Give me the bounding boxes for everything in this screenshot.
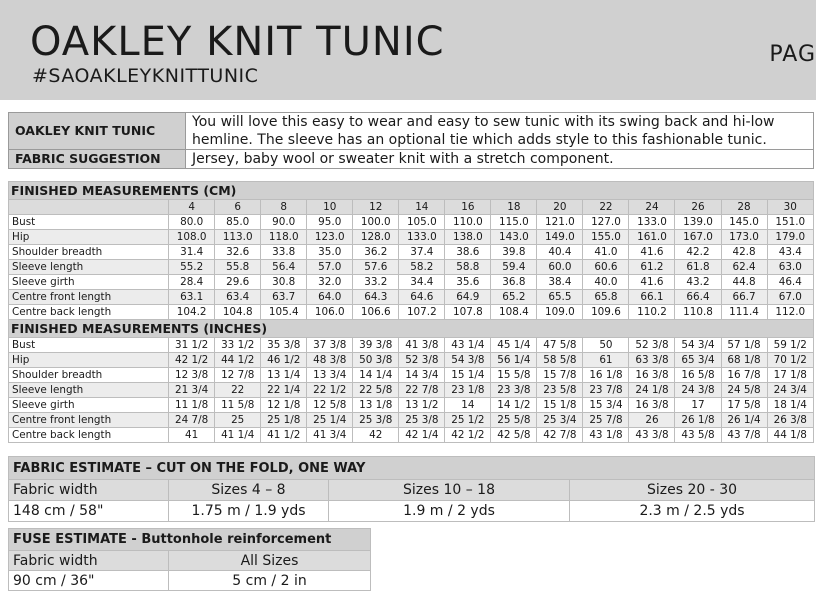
measurement-value: 42 7/8 xyxy=(537,428,583,443)
table-row xyxy=(9,230,814,245)
measurement-value: 43 1/4 xyxy=(445,338,491,353)
measurement-value: 17 5/8 xyxy=(721,398,767,413)
measurement-value: 90.0 xyxy=(261,215,307,230)
measurement-value: 12 1/8 xyxy=(261,398,307,413)
measurement-value: 65.8 xyxy=(583,290,629,305)
fuse-width-value: 90 cm / 36" xyxy=(9,571,169,591)
table-row xyxy=(9,215,814,230)
measurement-value: 23 1/8 xyxy=(445,383,491,398)
size-group: Sizes 20 - 30 xyxy=(570,480,815,501)
measurement-value: 14 1/2 xyxy=(491,398,537,413)
measurement-value: 106.6 xyxy=(353,305,399,320)
measurement-value: 24 3/8 xyxy=(675,383,721,398)
fabric-estimate-title: FABRIC ESTIMATE – CUT ON THE FOLD, ONE WAY xyxy=(9,457,815,480)
measurement-value: 39 3/8 xyxy=(353,338,399,353)
measurement-value: 107.8 xyxy=(445,305,491,320)
measurement-value: 56 1/4 xyxy=(491,353,537,368)
measurement-value: 123.0 xyxy=(307,230,353,245)
measurement-value: 44.8 xyxy=(721,275,767,290)
page-label: PAG xyxy=(769,42,816,67)
measurement-value: 17 1/8 xyxy=(767,368,813,383)
inches-section-header xyxy=(9,320,814,338)
measurement-value: 13 1/8 xyxy=(353,398,399,413)
measurement-value: 57.6 xyxy=(353,260,399,275)
size-group: Sizes 4 – 8 xyxy=(169,480,329,501)
fabric-width-value: 148 cm / 58" xyxy=(9,501,169,522)
fabric-estimate-values-row xyxy=(9,501,815,522)
table-row xyxy=(9,383,814,398)
fuse-size-group: All Sizes xyxy=(169,551,371,571)
measurement-value: 104.2 xyxy=(169,305,215,320)
measurement-label: Centre back length xyxy=(9,305,169,320)
size-label: 4 xyxy=(169,200,215,215)
measurement-value: 41.0 xyxy=(583,245,629,260)
fuse-estimate-group-row xyxy=(9,551,371,571)
measurement-value: 17 xyxy=(675,398,721,413)
measurement-value: 52 3/8 xyxy=(399,353,445,368)
size-label: 14 xyxy=(399,200,445,215)
measurement-value: 16 7/8 xyxy=(721,368,767,383)
table-row xyxy=(9,428,814,443)
measurement-value: 25 1/2 xyxy=(445,413,491,428)
measurement-value: 121.0 xyxy=(537,215,583,230)
cm-section-header-title: FINISHED MEASUREMENTS (CM) xyxy=(9,182,814,200)
size-header-row xyxy=(9,200,814,215)
measurement-value: 25 3/8 xyxy=(399,413,445,428)
measurement-value: 167.0 xyxy=(675,230,721,245)
measurement-value: 15 5/8 xyxy=(491,368,537,383)
measurement-value: 11 1/8 xyxy=(169,398,215,413)
measurement-value: 54 3/4 xyxy=(675,338,721,353)
measurement-value: 128.0 xyxy=(353,230,399,245)
measurement-value: 16 1/8 xyxy=(583,368,629,383)
measurement-value: 25 1/4 xyxy=(307,413,353,428)
measurement-value: 18 1/4 xyxy=(767,398,813,413)
size-label: 10 xyxy=(307,200,353,215)
measurement-value: 63.0 xyxy=(767,260,813,275)
measurement-value: 108.4 xyxy=(491,305,537,320)
measurement-value: 24 3/4 xyxy=(767,383,813,398)
size-label: 12 xyxy=(353,200,399,215)
measurement-value: 24 5/8 xyxy=(721,383,767,398)
measurement-value: 36.8 xyxy=(491,275,537,290)
fuse-width-label: Fabric width xyxy=(9,551,169,571)
measurement-value: 11 5/8 xyxy=(215,398,261,413)
measurement-value: 107.2 xyxy=(399,305,445,320)
page-header xyxy=(0,0,816,100)
table-row xyxy=(9,413,814,428)
measurement-label: Sleeve girth xyxy=(9,398,169,413)
measurement-value: 63.4 xyxy=(215,290,261,305)
measurement-value: 42 5/8 xyxy=(491,428,537,443)
measurement-value: 149.0 xyxy=(537,230,583,245)
size-label: 26 xyxy=(675,200,721,215)
measurement-value: 105.0 xyxy=(399,215,445,230)
measurement-value: 14 1/4 xyxy=(353,368,399,383)
size-label: 22 xyxy=(583,200,629,215)
page-title: OAKLEY KNIT TUNIC xyxy=(30,19,445,65)
fabric-amount: 2.3 m / 2.5 yds xyxy=(570,501,815,522)
measurement-value: 105.4 xyxy=(261,305,307,320)
size-label: 20 xyxy=(537,200,583,215)
measurement-value: 46.4 xyxy=(767,275,813,290)
measurement-value: 100.0 xyxy=(353,215,399,230)
table-row xyxy=(9,368,814,383)
measurement-value: 42 1/4 xyxy=(399,428,445,443)
measurement-value: 32.6 xyxy=(215,245,261,260)
size-label: 6 xyxy=(215,200,261,215)
measurement-value: 155.0 xyxy=(583,230,629,245)
table-row xyxy=(9,290,814,305)
measurement-value: 61.2 xyxy=(629,260,675,275)
measurement-value: 22 xyxy=(215,383,261,398)
measurement-label: Shoulder breadth xyxy=(9,245,169,260)
fuse-amount: 5 cm / 2 in xyxy=(169,571,371,591)
measurement-value: 25 1/8 xyxy=(261,413,307,428)
size-group: Sizes 10 – 18 xyxy=(329,480,570,501)
measurement-value: 25 3/8 xyxy=(353,413,399,428)
measurement-value: 63.1 xyxy=(169,290,215,305)
size-header-blank xyxy=(9,200,169,215)
measurement-value: 34.4 xyxy=(399,275,445,290)
measurement-value: 139.0 xyxy=(675,215,721,230)
measurement-value: 25 xyxy=(215,413,261,428)
measurement-label: Bust xyxy=(9,338,169,353)
size-label: 18 xyxy=(491,200,537,215)
measurement-value: 35.0 xyxy=(307,245,353,260)
measurement-value: 106.0 xyxy=(307,305,353,320)
measurement-value: 127.0 xyxy=(583,215,629,230)
measurement-label: Centre back length xyxy=(9,428,169,443)
measurement-value: 133.0 xyxy=(399,230,445,245)
measurement-value: 13 3/4 xyxy=(307,368,353,383)
finished-measurements-table xyxy=(8,181,814,443)
measurement-value: 13 1/4 xyxy=(261,368,307,383)
description-row xyxy=(9,113,814,150)
measurement-value: 151.0 xyxy=(767,215,813,230)
measurement-value: 64.9 xyxy=(445,290,491,305)
hashtag: #SAOAKLEYKNITTUNIC xyxy=(32,65,259,87)
measurement-label: Centre front length xyxy=(9,290,169,305)
measurement-value: 46 1/2 xyxy=(261,353,307,368)
measurement-value: 110.8 xyxy=(675,305,721,320)
measurement-value: 54 3/8 xyxy=(445,353,491,368)
measurement-value: 111.4 xyxy=(721,305,767,320)
measurement-value: 33.8 xyxy=(261,245,307,260)
measurement-value: 41 xyxy=(169,428,215,443)
measurement-value: 35 3/8 xyxy=(261,338,307,353)
measurement-value: 23 5/8 xyxy=(537,383,583,398)
fabric-suggestion-row xyxy=(9,150,814,169)
measurement-value: 22 1/4 xyxy=(261,383,307,398)
measurement-value: 145.0 xyxy=(721,215,767,230)
measurement-value: 143.0 xyxy=(491,230,537,245)
size-label: 8 xyxy=(261,200,307,215)
measurement-value: 16 3/8 xyxy=(629,368,675,383)
measurement-value: 64.3 xyxy=(353,290,399,305)
measurement-value: 14 xyxy=(445,398,491,413)
measurement-value: 41 3/4 xyxy=(307,428,353,443)
measurement-value: 25 3/4 xyxy=(537,413,583,428)
measurement-value: 24 7/8 xyxy=(169,413,215,428)
cm-section-header xyxy=(9,182,814,200)
table-row xyxy=(9,353,814,368)
fabric-estimate-table xyxy=(8,456,815,522)
measurement-value: 26 1/4 xyxy=(721,413,767,428)
fabric-estimate-groups-row xyxy=(9,480,815,501)
measurement-value: 38.4 xyxy=(537,275,583,290)
measurement-value: 47 5/8 xyxy=(537,338,583,353)
measurement-value: 55.8 xyxy=(215,260,261,275)
measurement-value: 61.8 xyxy=(675,260,721,275)
measurement-value: 58.8 xyxy=(445,260,491,275)
description-label: OAKLEY KNIT TUNIC xyxy=(9,113,186,150)
measurement-value: 61 xyxy=(583,353,629,368)
measurement-value: 42 1/2 xyxy=(445,428,491,443)
measurement-value: 22 1/2 xyxy=(307,383,353,398)
measurement-value: 64.6 xyxy=(399,290,445,305)
measurement-label: Sleeve length xyxy=(9,383,169,398)
measurement-value: 57 1/8 xyxy=(721,338,767,353)
measurement-value: 15 1/4 xyxy=(445,368,491,383)
measurement-value: 50 3/8 xyxy=(353,353,399,368)
measurement-value: 32.0 xyxy=(307,275,353,290)
measurement-value: 133.0 xyxy=(629,215,675,230)
fuse-estimate-title: FUSE ESTIMATE - Buttonhole reinforcement xyxy=(9,529,371,551)
measurement-label: Sleeve length xyxy=(9,260,169,275)
measurement-value: 70 1/2 xyxy=(767,353,813,368)
measurement-value: 60.0 xyxy=(537,260,583,275)
measurement-value: 31 1/2 xyxy=(169,338,215,353)
measurement-value: 42 xyxy=(353,428,399,443)
measurement-label: Hip xyxy=(9,353,169,368)
measurement-value: 29.6 xyxy=(215,275,261,290)
measurement-value: 64.0 xyxy=(307,290,353,305)
fuse-estimate-table xyxy=(8,528,371,591)
fuse-estimate-value-row xyxy=(9,571,371,591)
measurement-value: 44 1/2 xyxy=(215,353,261,368)
measurement-value: 41 1/4 xyxy=(215,428,261,443)
measurement-value: 109.6 xyxy=(583,305,629,320)
measurement-value: 40.4 xyxy=(537,245,583,260)
measurement-value: 118.0 xyxy=(261,230,307,245)
measurement-value: 16 3/8 xyxy=(629,398,675,413)
measurement-value: 42.2 xyxy=(675,245,721,260)
measurement-value: 57.0 xyxy=(307,260,353,275)
measurement-value: 112.0 xyxy=(767,305,813,320)
measurement-value: 63 3/8 xyxy=(629,353,675,368)
fabric-estimate-header xyxy=(9,457,815,480)
measurement-value: 38.6 xyxy=(445,245,491,260)
measurement-value: 44 1/8 xyxy=(767,428,813,443)
measurement-value: 173.0 xyxy=(721,230,767,245)
measurement-value: 25 7/8 xyxy=(583,413,629,428)
measurement-value: 43.4 xyxy=(767,245,813,260)
measurement-value: 58.2 xyxy=(399,260,445,275)
measurement-value: 40.0 xyxy=(583,275,629,290)
measurement-value: 26 3/8 xyxy=(767,413,813,428)
measurement-value: 35.6 xyxy=(445,275,491,290)
measurement-value: 65.5 xyxy=(537,290,583,305)
measurement-value: 21 3/4 xyxy=(169,383,215,398)
measurement-value: 52 3/8 xyxy=(629,338,675,353)
measurement-value: 85.0 xyxy=(215,215,261,230)
table-row xyxy=(9,338,814,353)
measurement-value: 15 7/8 xyxy=(537,368,583,383)
measurement-value: 59 1/2 xyxy=(767,338,813,353)
table-row xyxy=(9,275,814,290)
measurement-label: Sleeve girth xyxy=(9,275,169,290)
size-label: 16 xyxy=(445,200,491,215)
measurement-value: 48 3/8 xyxy=(307,353,353,368)
measurement-value: 22 5/8 xyxy=(353,383,399,398)
fabric-width-label: Fabric width xyxy=(9,480,169,501)
measurement-value: 12 7/8 xyxy=(215,368,261,383)
measurement-value: 110.0 xyxy=(445,215,491,230)
measurement-value: 45 1/4 xyxy=(491,338,537,353)
measurement-value: 25 5/8 xyxy=(491,413,537,428)
measurement-value: 42.8 xyxy=(721,245,767,260)
measurement-value: 104.8 xyxy=(215,305,261,320)
measurement-label: Shoulder breadth xyxy=(9,368,169,383)
measurement-value: 41.6 xyxy=(629,275,675,290)
measurement-value: 65 3/4 xyxy=(675,353,721,368)
measurement-value: 43 5/8 xyxy=(675,428,721,443)
measurement-value: 66.1 xyxy=(629,290,675,305)
measurement-value: 60.6 xyxy=(583,260,629,275)
measurement-value: 109.0 xyxy=(537,305,583,320)
measurement-value: 37.4 xyxy=(399,245,445,260)
measurement-value: 50 xyxy=(583,338,629,353)
measurement-value: 58 5/8 xyxy=(537,353,583,368)
measurement-value: 65.2 xyxy=(491,290,537,305)
measurement-value: 12 3/8 xyxy=(169,368,215,383)
measurement-value: 59.4 xyxy=(491,260,537,275)
measurement-value: 33 1/2 xyxy=(215,338,261,353)
measurement-value: 55.2 xyxy=(169,260,215,275)
measurement-value: 16 5/8 xyxy=(675,368,721,383)
measurement-value: 42 1/2 xyxy=(169,353,215,368)
measurement-value: 41.6 xyxy=(629,245,675,260)
measurement-value: 161.0 xyxy=(629,230,675,245)
measurement-value: 37 3/8 xyxy=(307,338,353,353)
measurement-value: 66.4 xyxy=(675,290,721,305)
measurement-value: 33.2 xyxy=(353,275,399,290)
measurement-value: 31.4 xyxy=(169,245,215,260)
measurement-value: 179.0 xyxy=(767,230,813,245)
fabric-amount: 1.9 m / 2 yds xyxy=(329,501,570,522)
measurement-value: 63.7 xyxy=(261,290,307,305)
size-label: 24 xyxy=(629,200,675,215)
measurement-value: 39.8 xyxy=(491,245,537,260)
measurement-value: 28.4 xyxy=(169,275,215,290)
fabric-amount: 1.75 m / 1.9 yds xyxy=(169,501,329,522)
measurement-value: 15 3/4 xyxy=(583,398,629,413)
measurement-value: 113.0 xyxy=(215,230,261,245)
measurement-value: 66.7 xyxy=(721,290,767,305)
measurement-value: 41 1/2 xyxy=(261,428,307,443)
measurement-value: 13 1/2 xyxy=(399,398,445,413)
measurement-value: 41 3/8 xyxy=(399,338,445,353)
measurement-value: 43 1/8 xyxy=(583,428,629,443)
measurement-label: Bust xyxy=(9,215,169,230)
measurement-value: 36.2 xyxy=(353,245,399,260)
measurement-value: 12 5/8 xyxy=(307,398,353,413)
measurement-value: 30.8 xyxy=(261,275,307,290)
description-table xyxy=(8,112,814,169)
table-row xyxy=(9,305,814,320)
measurement-value: 24 1/8 xyxy=(629,383,675,398)
measurement-value: 67.0 xyxy=(767,290,813,305)
size-label: 28 xyxy=(721,200,767,215)
measurement-value: 110.2 xyxy=(629,305,675,320)
fabric-suggestion-text: Jersey, baby wool or sweater knit with a stretch component. xyxy=(186,150,814,169)
measurement-value: 15 1/8 xyxy=(537,398,583,413)
measurement-label: Centre front length xyxy=(9,413,169,428)
measurement-value: 23 3/8 xyxy=(491,383,537,398)
measurement-value: 43 3/8 xyxy=(629,428,675,443)
measurement-value: 26 xyxy=(629,413,675,428)
measurement-value: 14 3/4 xyxy=(399,368,445,383)
measurement-value: 26 1/8 xyxy=(675,413,721,428)
measurement-value: 43 7/8 xyxy=(721,428,767,443)
measurement-value: 115.0 xyxy=(491,215,537,230)
measurement-value: 23 7/8 xyxy=(583,383,629,398)
measurement-value: 43.2 xyxy=(675,275,721,290)
fuse-estimate-header xyxy=(9,529,371,551)
table-row xyxy=(9,245,814,260)
measurement-value: 80.0 xyxy=(169,215,215,230)
measurement-value: 22 7/8 xyxy=(399,383,445,398)
measurement-value: 68 1/8 xyxy=(721,353,767,368)
measurement-value: 95.0 xyxy=(307,215,353,230)
table-row xyxy=(9,398,814,413)
description-text: You will love this easy to wear and easy to sew tunic with its swing back and hi-low hemline. The sleeve has an optional tie which adds style to this fashionable tunic. xyxy=(186,113,814,150)
measurement-value: 138.0 xyxy=(445,230,491,245)
measurement-value: 62.4 xyxy=(721,260,767,275)
measurement-value: 56.4 xyxy=(261,260,307,275)
measurement-label: Hip xyxy=(9,230,169,245)
fabric-suggestion-label: FABRIC SUGGESTION xyxy=(9,150,186,169)
size-label: 30 xyxy=(767,200,813,215)
measurement-value: 108.0 xyxy=(169,230,215,245)
inches-section-header-title: FINISHED MEASUREMENTS (INCHES) xyxy=(9,320,814,338)
table-row xyxy=(9,260,814,275)
